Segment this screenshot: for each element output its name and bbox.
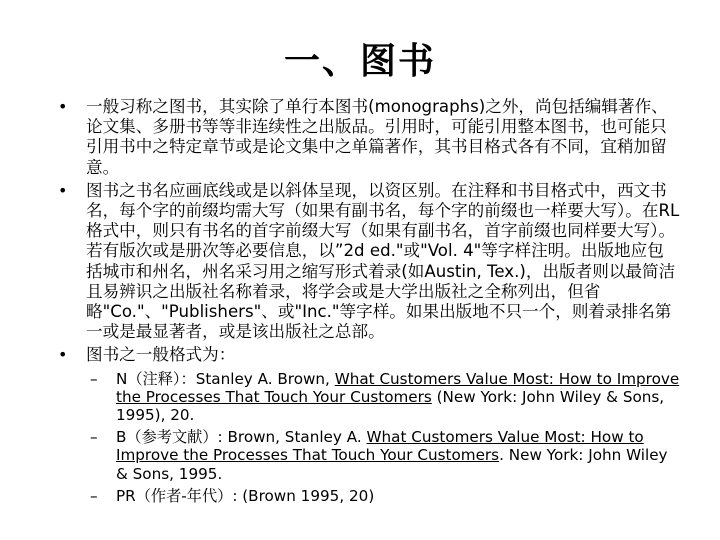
format-example-bibliography [58, 428, 680, 483]
example-prefix: B（参考文献）: Brown, Stanley A. [116, 428, 367, 447]
bullet-text: 图书之书名应画底线或是以斜体呈现，以资区别。在注释和书目格式中，西文书名，每个字的前缀均需大写（如果有副书名，每个字的前缀也一样要大写）。在RL格式中，则只有书名的首字前缀大写（如果有副书名，首字前缀也同样要大写）。若有版次或是册次等必要信息，以”2d ed."或"Vol. 4"等字样注明。出版地应包括城市和州名，州名采习用之缩写形式着录(如Austin, Tex.)，出版者则以最简洁且易辨识之出版社名称着录，将学会或是大学出版社之全称列出，但省略"Co."、"Publishers"、或"Inc."等字样。如果出版地不只一个，则着录排名第一或是最显著者，或是该出版社之总部。 [86, 180, 680, 342]
bullet-icon [58, 181, 72, 201]
example-book-title: What Customers Value Most: How to Improve the Processes That Touch Your Customers [116, 428, 644, 465]
bullet-item [58, 345, 680, 365]
bullet-item [58, 181, 680, 343]
dash-icon [90, 370, 98, 388]
bullet-text: 图书之一般格式为： [86, 345, 236, 365]
slide-content [58, 97, 680, 509]
example-prefix: N（注释）：Stanley A. Brown, [116, 369, 335, 388]
bullet-text: 一般习称之图书，其实除了单行本图书(monographs)之外，尚包括编辑著作、论文集、多册书等等非连续性之出版品。引用时，可能引用整本图书，也可能只引用书中之特定章节或是论文集中之单篇著作，其书目格式各有不同，宜稍加留意。 [86, 97, 668, 177]
example-prefix: PR（作者-年代）: (Brown 1995, 20) [116, 486, 375, 505]
slide-title: 一、图书 [283, 41, 436, 82]
example-suffix: (New York: John Wiley & Sons, 1995), 20. [116, 387, 665, 425]
format-examples-list [58, 370, 680, 505]
example-suffix: . New York: John Wiley & Sons, 1995. [116, 446, 668, 483]
example-book-title: What Customers Value Most: How to Improve the Processes That Touch Your Customers [116, 369, 680, 406]
dash-icon [90, 487, 98, 505]
format-example-note [58, 370, 680, 425]
bullet-icon [58, 345, 72, 365]
dash-icon [90, 428, 98, 446]
format-example-author-date [58, 487, 680, 505]
bullet-icon [58, 97, 72, 117]
bullet-item [58, 97, 680, 178]
